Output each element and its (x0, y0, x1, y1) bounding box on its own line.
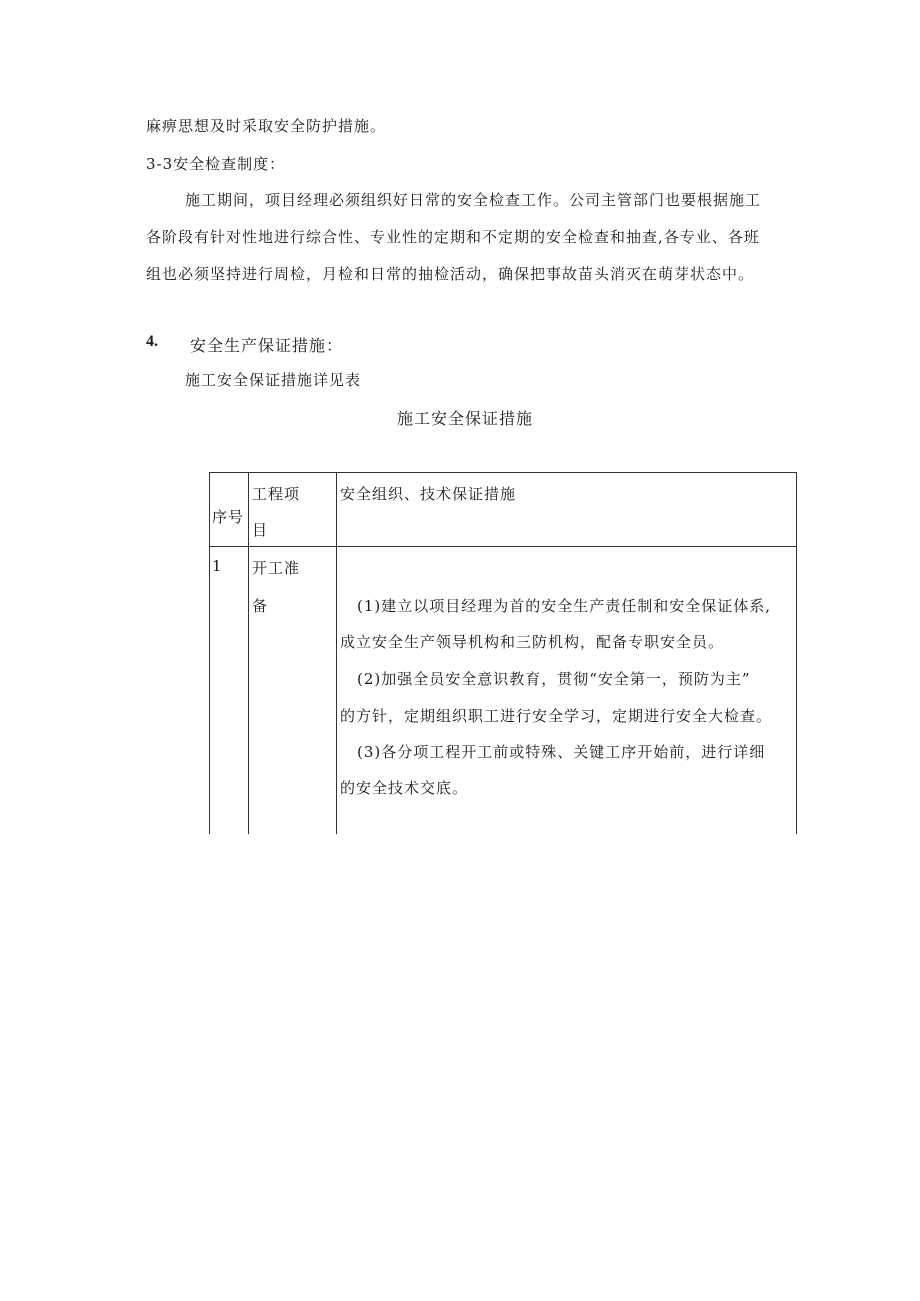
text-line-1: 麻痹思想及时采取安全防护措施。 (146, 117, 387, 135)
table-title: 施工安全保证措施 (397, 409, 534, 428)
table-top-border (209, 472, 797, 473)
paragraph-line-3: 组也必须坚持进行周检，月检和日常的抽检活动，确保把事故苗头消灭在萌芽状态中。 (146, 265, 755, 283)
row-1-measure-line-5: (3)各分项工程开工前或特殊、关键工序开始前，进行详细 (357, 743, 766, 761)
paragraph-line-2: 各阶段有针对性地进行综合性、专业性的定期和不定期的安全检查和抽查,各专业、各班 (146, 228, 760, 246)
row-1-measure-line-2: 成立安全生产领导机构和三防机构，配备专职安全员。 (340, 633, 725, 651)
section-3-3-heading: 3-3安全检查制度： (146, 155, 286, 173)
header-item-line2: 目 (252, 521, 269, 539)
table-left-border (209, 472, 210, 834)
table-header-divider (209, 546, 797, 547)
row-1-item-line1: 开工准 (252, 559, 301, 577)
table-col-divider-1 (248, 472, 249, 834)
table-intro: 施工安全保证措施详见表 (185, 371, 362, 389)
section-4-number: 4. (146, 333, 158, 350)
section-4-title: 安全生产保证措施： (190, 336, 344, 355)
header-seq: 序号 (212, 508, 245, 526)
header-measures: 安全组织、技术保证措施 (340, 485, 517, 503)
table-col-divider-2 (336, 472, 337, 834)
header-item-line1: 工程项 (252, 485, 301, 503)
row-1-measure-line-4: 的方针，定期组织职工进行安全学习，定期进行安全大检查。 (340, 707, 773, 725)
table-right-border (796, 472, 797, 834)
row-1-item-line2: 备 (252, 597, 269, 615)
row-1-seq: 1 (212, 557, 223, 575)
row-1-measure-line-6: 的安全技术交底。 (340, 779, 469, 797)
paragraph-line-1: 施工期间，项目经理必须组织好日常的安全检查工作。公司主管部门也要根据施工 (185, 191, 762, 209)
row-1-measure-line-1: (1)建立以项目经理为首的安全生产责任制和安全保证体系, (357, 597, 772, 615)
row-1-measure-line-3: (2)加强全员安全意识教育，贯彻“安全第一，预防为主” (357, 670, 751, 688)
